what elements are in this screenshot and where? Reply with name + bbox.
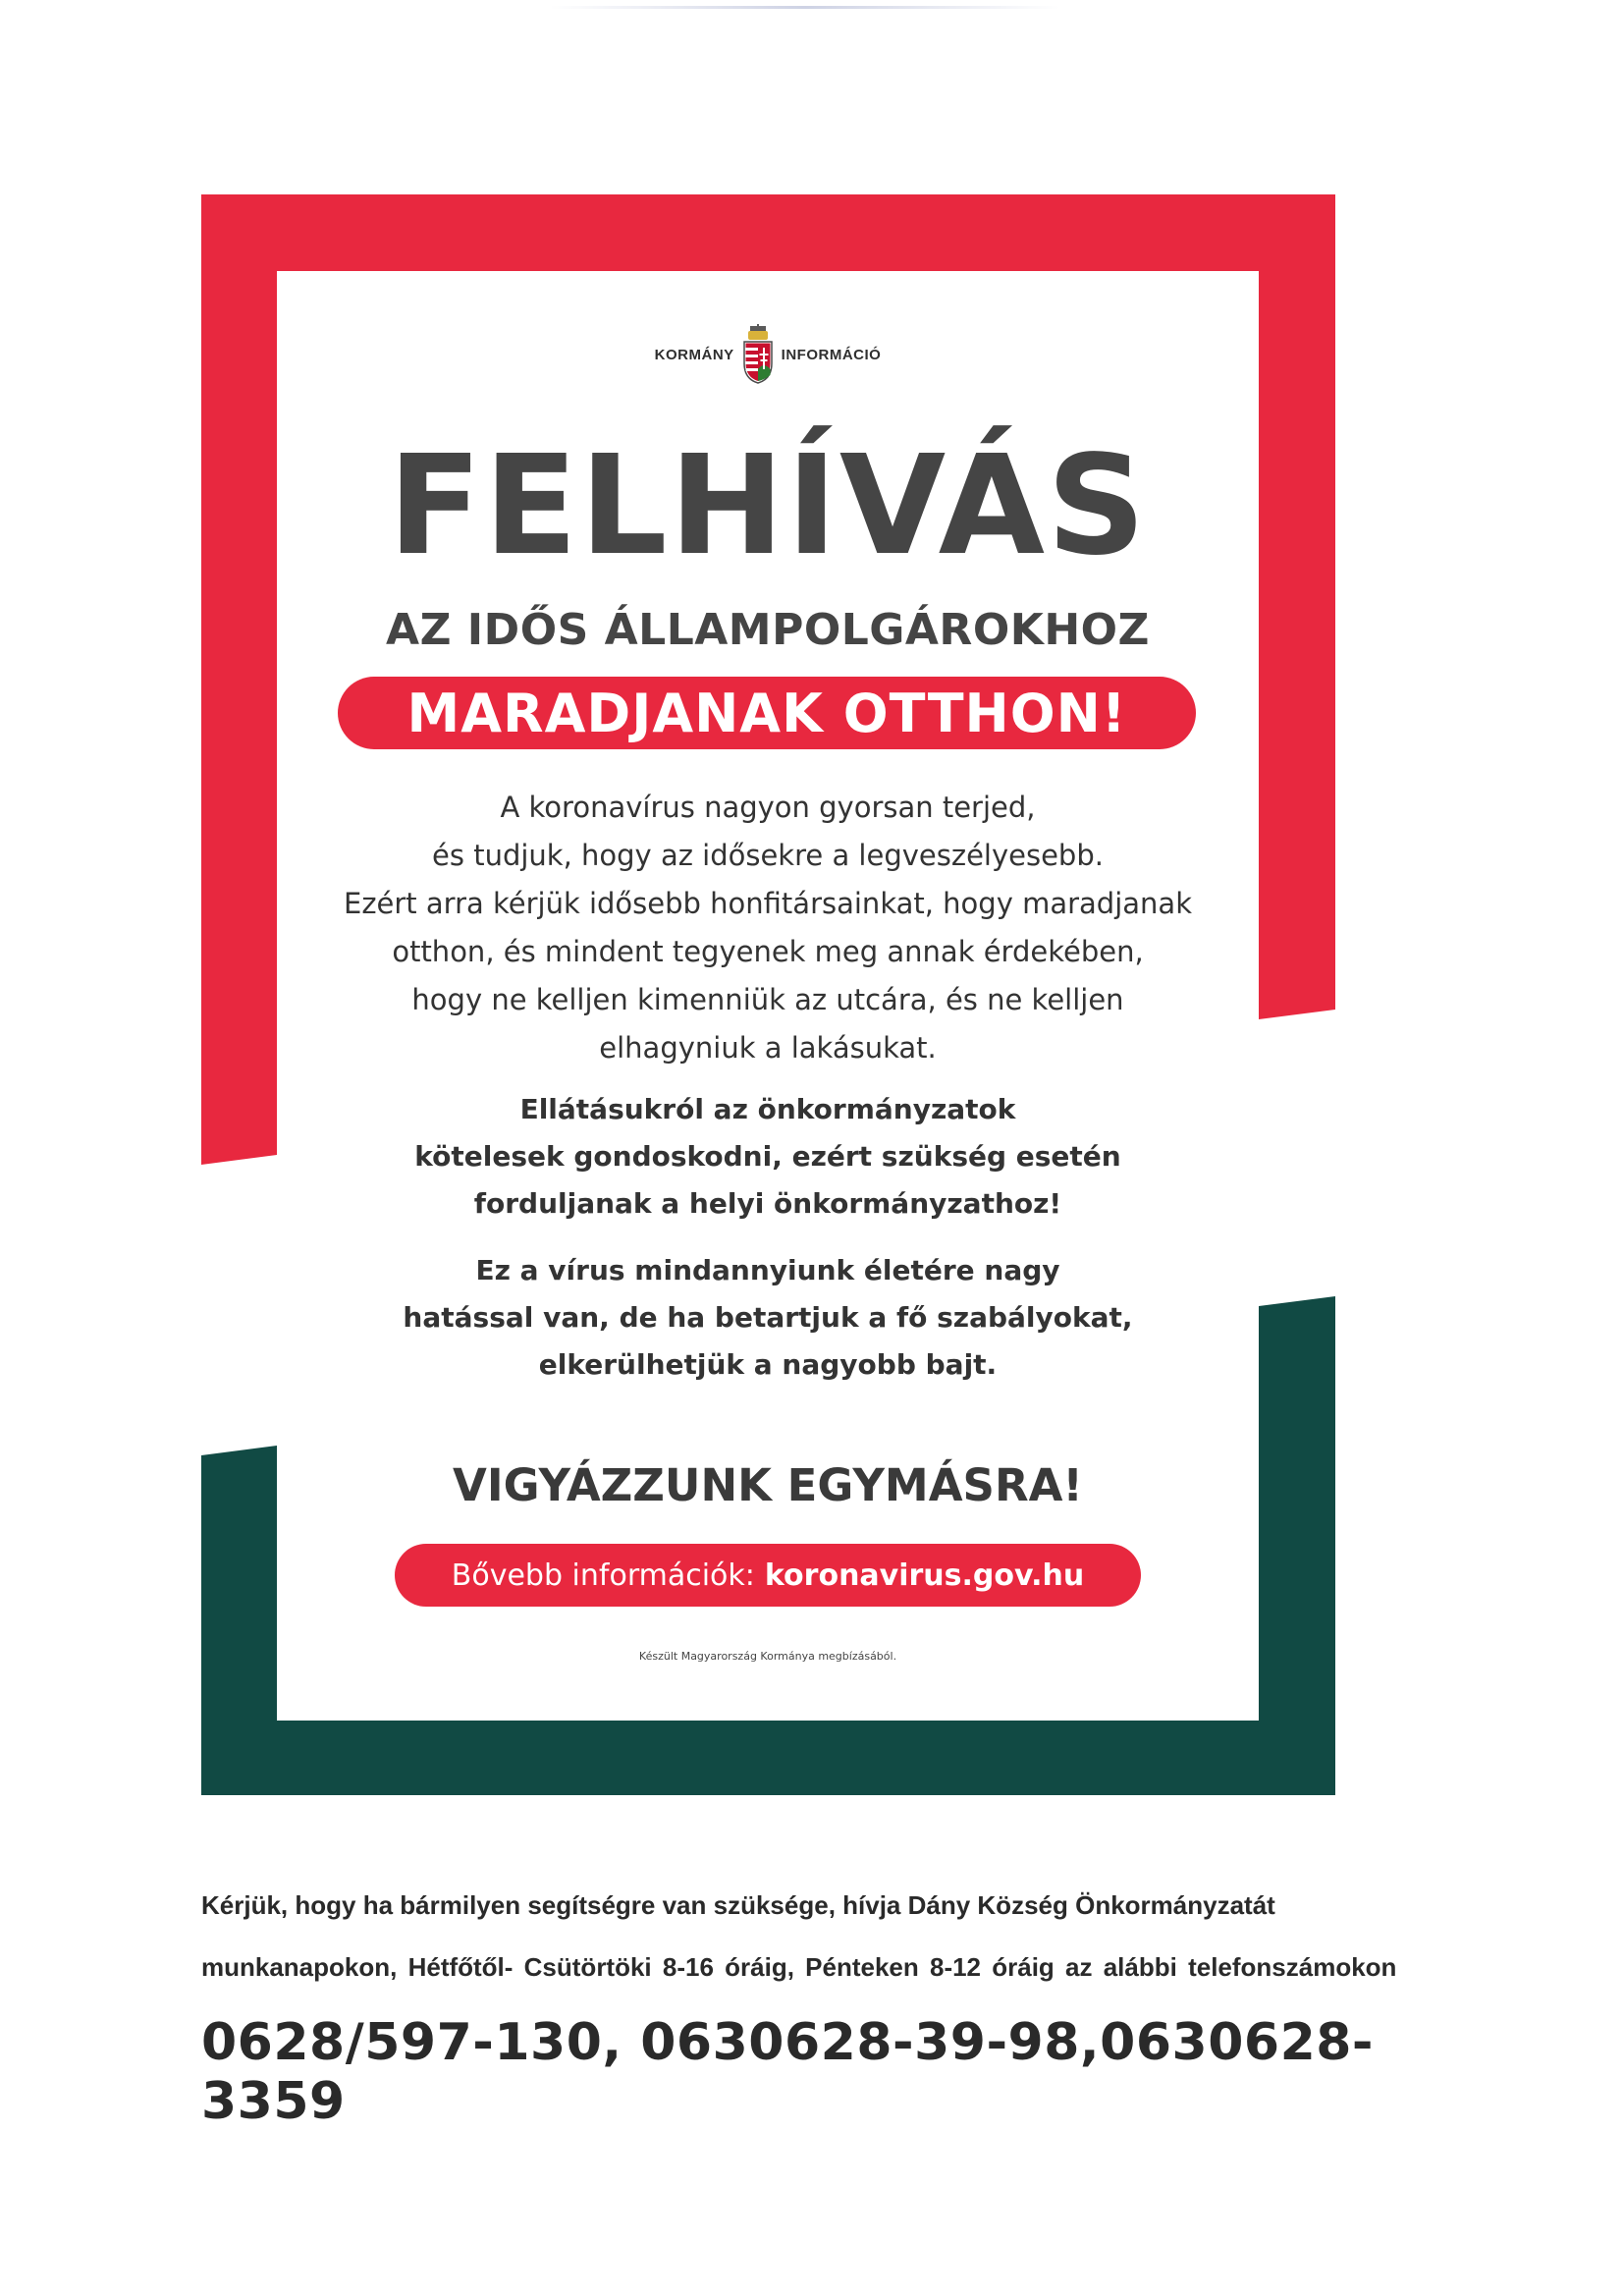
body-line: hogy ne kelljen kimenniük az utcára, és ne kelljen bbox=[411, 983, 1124, 1016]
logo-right-text: INFORMÁCIÓ bbox=[781, 346, 882, 363]
body-paragraph bbox=[336, 784, 1200, 1072]
body-line: otthon, és mindent tegyenek meg annak érdekében, bbox=[392, 935, 1144, 968]
care-line: forduljanak a helyi önkormányzathoz! bbox=[473, 1187, 1062, 1220]
rules-paragraph bbox=[336, 1247, 1200, 1389]
more-info-banner bbox=[395, 1544, 1141, 1607]
rules-line: elkerülhetjük a nagyobb bajt. bbox=[538, 1348, 998, 1381]
notice-line-1: Kérjük, hogy ha bármilyen segítségre van szüksége, hívja Dány Község Önkormányzatát bbox=[201, 1890, 1275, 1920]
more-info-label: Bővebb információk: bbox=[451, 1558, 755, 1593]
rules-line: Ez a vírus mindannyiunk életére nagy bbox=[475, 1254, 1060, 1286]
slogan: VIGYÁZZUNK EGYMÁSRA! bbox=[453, 1459, 1083, 1511]
stay-home-banner: MARADJANAK OTTHON! bbox=[338, 677, 1196, 749]
care-line: kötelesek gondoskodni, ezért szükség esetén bbox=[414, 1140, 1121, 1173]
commission-footnote: Készült Magyarország Kormánya megbízásából. bbox=[638, 1650, 897, 1663]
notice-line-2: munkanapokon, Hétfőtől- Csütörtöki 8-16 óráig, Pénteken 8-12 óráig az alábbi telefonszámokon bbox=[201, 1952, 1397, 1982]
body-line: A koronavírus nagyon gyorsan terjed, bbox=[500, 791, 1036, 824]
more-info-url: koronavirus.gov.hu bbox=[764, 1558, 1085, 1593]
body-line: Ezért arra kérjük idősebb honfitársainkat, hogy maradjanak bbox=[344, 887, 1192, 920]
government-info-logo bbox=[277, 324, 1259, 385]
poster-card bbox=[277, 271, 1259, 1721]
logo-left-text: KORMÁNY bbox=[654, 346, 734, 363]
rules-line: hatással van, de ha betartjuk a fő szabályokat, bbox=[403, 1301, 1133, 1334]
care-paragraph bbox=[336, 1086, 1200, 1228]
care-line: Ellátásukról az önkormányzatok bbox=[519, 1093, 1016, 1125]
coat-of-arms-icon bbox=[740, 324, 776, 385]
headline: FELHÍVÁS bbox=[388, 426, 1148, 586]
subheadline: AZ IDŐS ÁLLAMPOLGÁROKHOZ bbox=[386, 605, 1150, 655]
body-line: elhagyniuk a lakásukat. bbox=[599, 1031, 937, 1065]
phone-numbers: 0628/597-130, 0630628-39-98,0630628-3359 bbox=[201, 2013, 1375, 2131]
body-line: és tudjuk, hogy az idősekre a legveszélyesebb. bbox=[432, 839, 1104, 872]
